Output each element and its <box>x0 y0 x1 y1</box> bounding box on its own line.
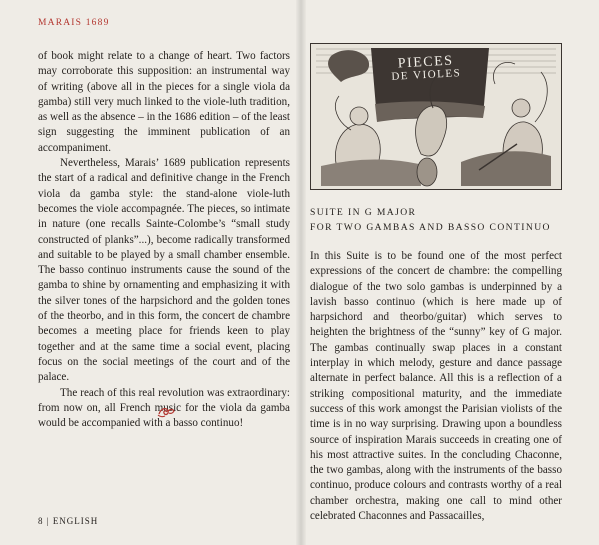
page-number: 8 <box>38 516 44 526</box>
footer-language: ENGLISH <box>52 516 99 526</box>
left-column <box>38 49 290 431</box>
fleuron-ornament-icon <box>156 405 176 419</box>
page-footer <box>38 516 98 526</box>
plate-title <box>380 55 471 84</box>
footer-separator: | <box>46 516 53 526</box>
suite-heading <box>310 206 570 235</box>
plate-title-line-2: DE VIOLES <box>391 67 462 83</box>
running-head: MARAIS 1689 <box>38 18 110 28</box>
paragraph-2: Nevertheless, Marais’ 1689 publication represents the start of a radical and definitive change in the French viola da gamba style: the stand-alone viole-luth becomes the viole accompagnée. The pieces, so intimate in nature (one recalls Sainte-Colombe’s “small study constructed of planks”...), become radically transformed and suitable to be played by a small chamber ensemble. The basso continuo instruments cause the sound of the gamba to shine by ornamenting and emphasizing it with the silver tones of the harpsichord and the golden tones of the theorbo, and in this form, the concert de chambre becomes a meeting place for friends keen to play together and at the same time a social event, placing focus on the social meetings of the court and of the palace. <box>38 157 290 384</box>
right-column <box>310 249 562 524</box>
engraving-illustration <box>310 43 562 190</box>
paragraph-3: The reach of this real revolution was extraordinary: from now on, all French music for the viola da gamba would be accompanied with a basso continuo! <box>38 386 290 430</box>
paragraph-1: of book might relate to a change of heart. Two factors may corroborate this supposition: an instrumental way of writing (above all in the pieces for a single viola da gamba) still very much linked to the viole-luth tradition, as well as the absence – in the 1686 edition – of the least sign suggesting the imminent publication of an accompaniment. <box>38 50 290 154</box>
page-fold <box>296 0 306 545</box>
suite-heading-line-1: SUITE IN G MAJOR <box>310 207 417 218</box>
suite-heading-line-2: FOR TWO GAMBAS AND BASSO CONTINUO <box>310 221 551 233</box>
suite-paragraph: In this Suite is to be found one of the most perfect expressions of the concert de chambre: the compelling dialogue of the two solo gambas is underpinned by a lavish basso continuo (which is here made up of harpsichord and theorbo/guitar) which serves to heighten the brightness of the “sunny” key of G major. The gambas continually swap places in a constant interplay in which melody, gesture and dance passage alternate in perfect balance. All this is a reflection of a striking compositional maturity, and the immediate success of this work amongst the Parisian violists of the time is in no way surprising. Drawing upon a boundless source of inspiration Marais succeeds in creating one of his most attractive suites. In the concluding Chaconne, the two gambas, along with the instruments of the basso continuo, produce colours and contrasts worthy of a real chamber orchestra, making one call to mind other celebrated Chaconnes and Passacailles, <box>310 250 562 523</box>
plate-title-line-1: PIECES <box>397 53 454 72</box>
